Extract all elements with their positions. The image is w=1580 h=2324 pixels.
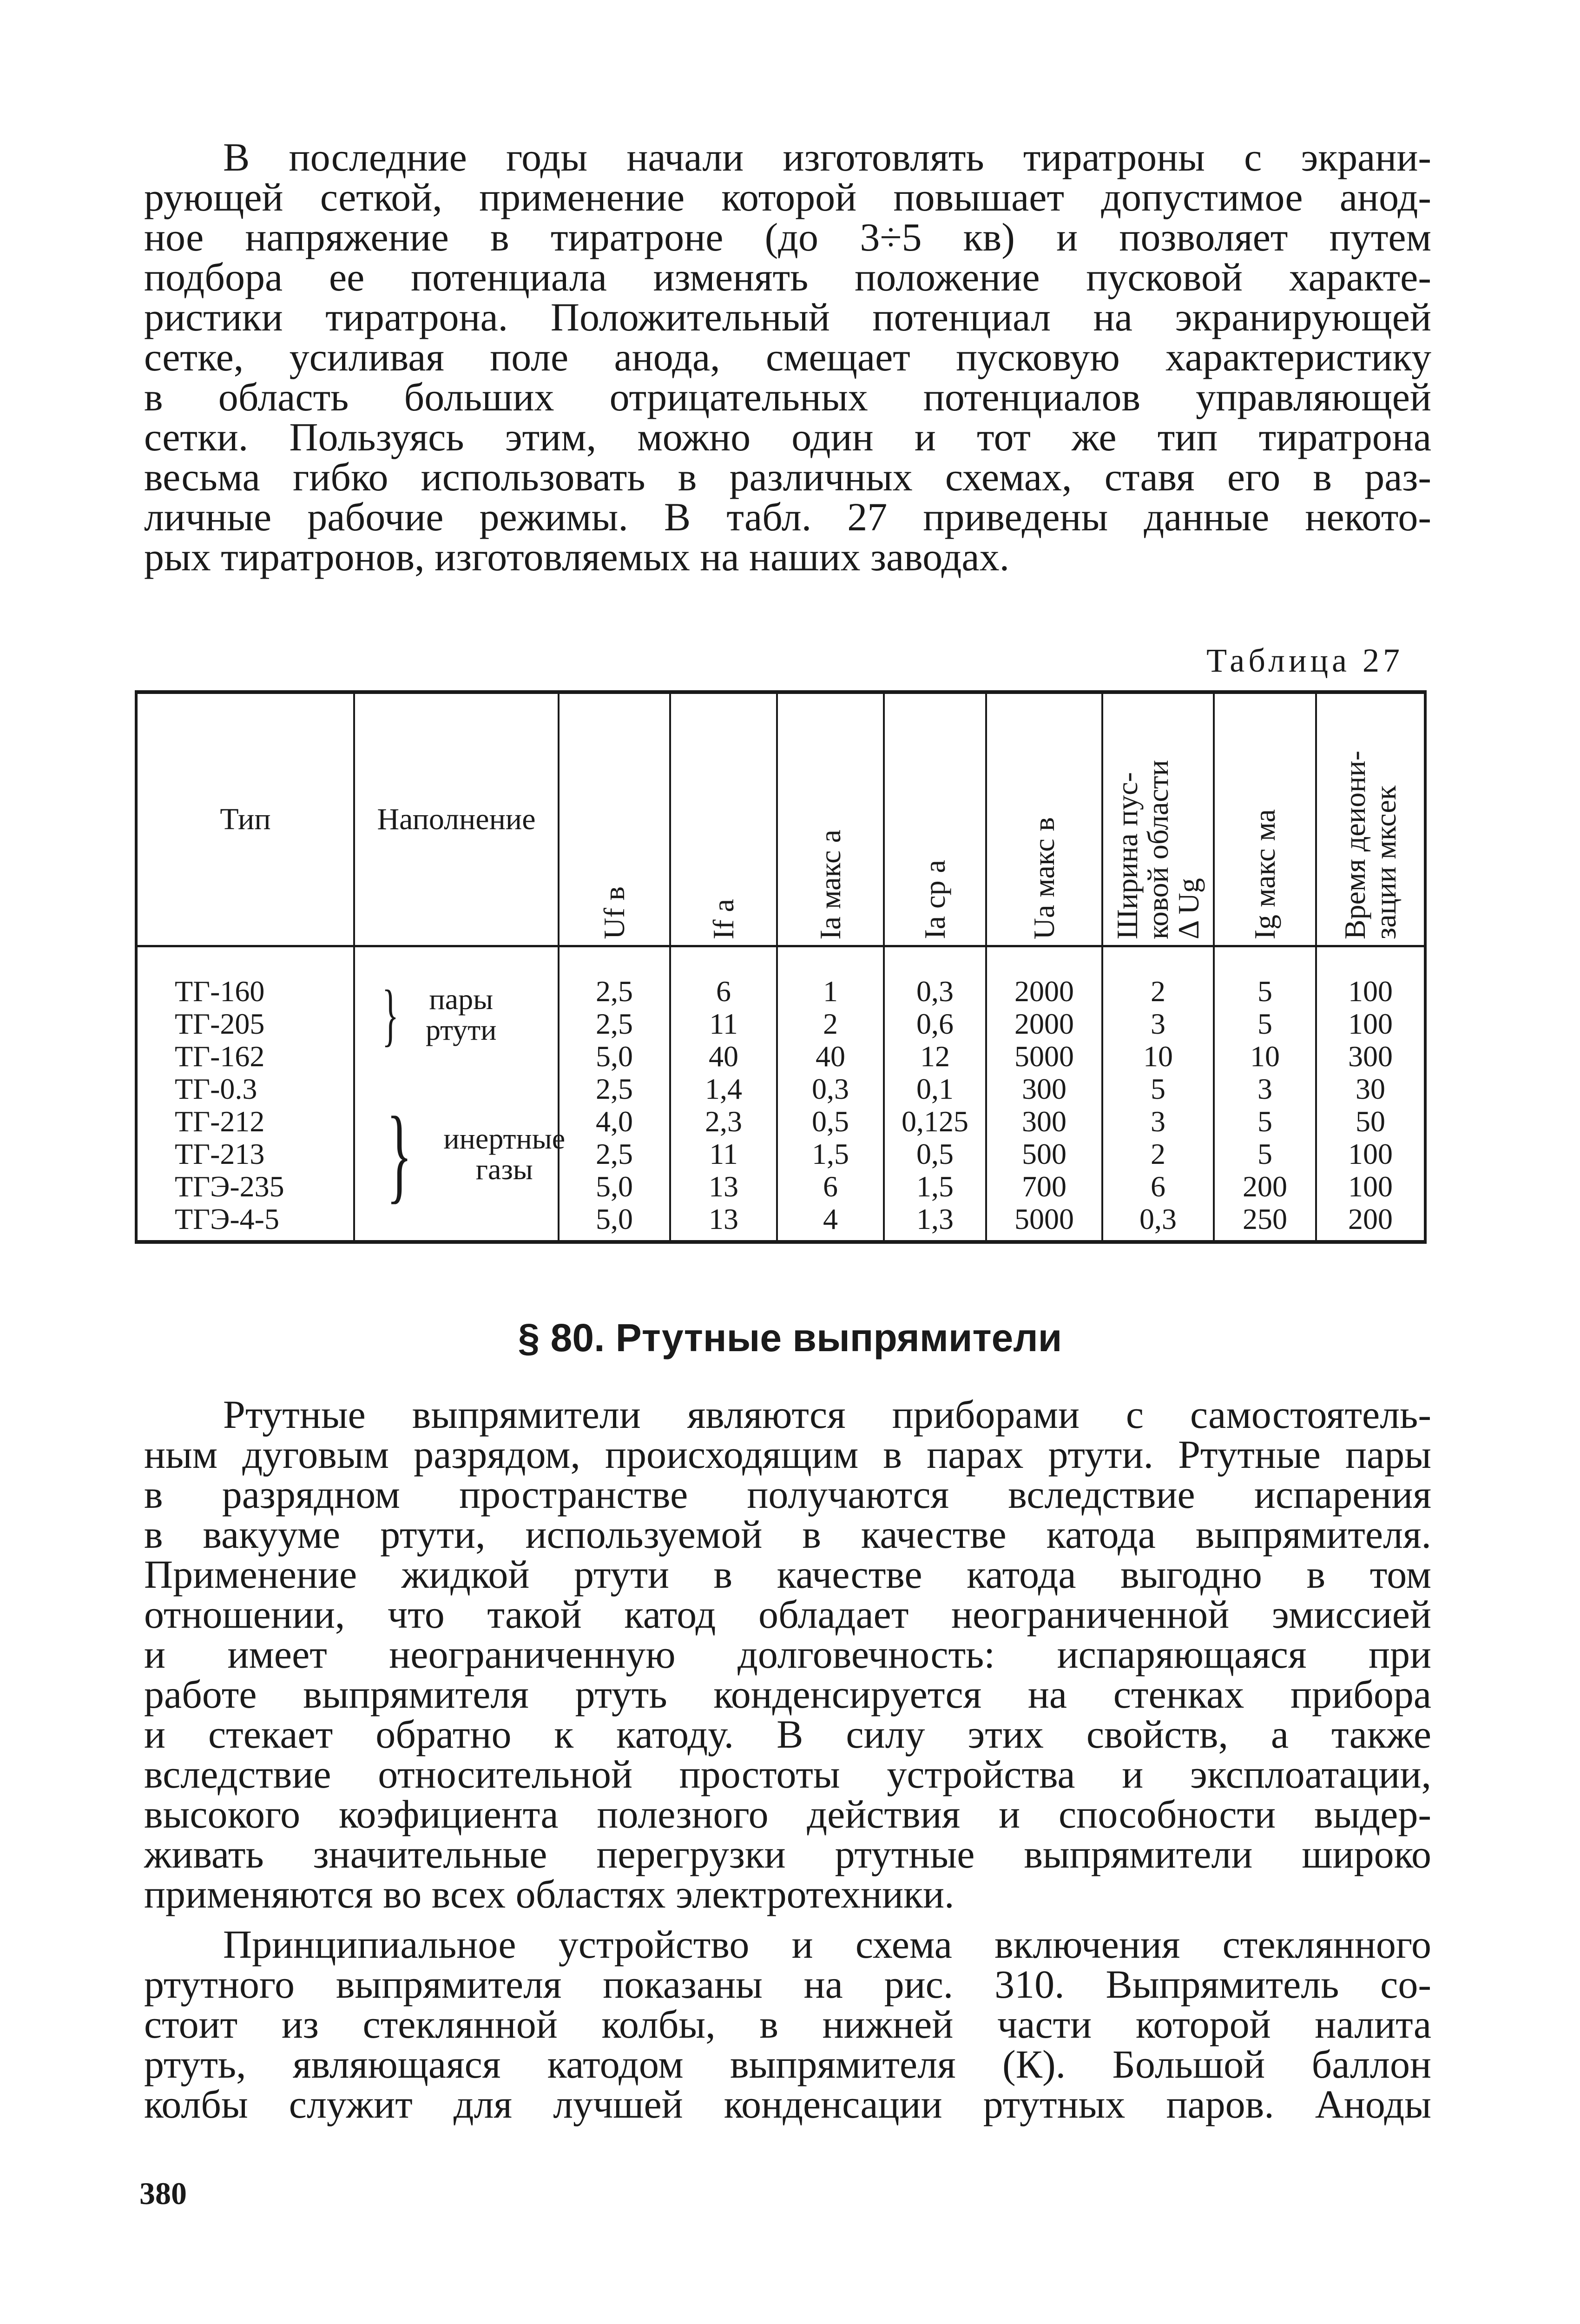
table-cell: 2,5 (596, 1137, 633, 1170)
table-cell: ТГЭ-235 (175, 1170, 284, 1203)
table-cell: 0,3 (916, 975, 954, 1008)
table-cell: 6 (716, 975, 731, 1008)
table-cell: 0,125 (902, 1105, 968, 1138)
text-line: ртутного выпрямителя показаны на рис. 310. Выпрямитель со- (144, 1962, 1431, 2007)
table-cell: 6 (823, 1170, 838, 1203)
fill-label-line: ртути (426, 1013, 497, 1046)
table-cell: 2,5 (596, 975, 633, 1008)
header-if (669, 694, 776, 945)
table-cell: ТГ-212 (175, 1105, 265, 1138)
table-cell: 100 (1348, 1170, 1393, 1203)
column-uf (558, 947, 669, 1240)
text-line: вследствие относительной простоты устройства и эксплоатации, (144, 1752, 1431, 1796)
text-line: колбы служит для лучшей конденсации ртутных паров. Аноды (144, 2082, 1431, 2126)
table-cell: 5 (1257, 1007, 1272, 1040)
table-caption: Таблица 27 (1206, 642, 1403, 679)
table-cell: 3 (1257, 1072, 1272, 1105)
text-line: рых тиратронов, изготовляемых на наших заводах. (144, 535, 1010, 579)
table-cell: 30 (1356, 1072, 1385, 1105)
text-line: ристики тиратрона. Положительный потенциал на экранирующей (144, 295, 1431, 339)
text-line: сетке, усиливая поле анода, смещает пусковую характеристику (144, 335, 1431, 379)
fill-label-line: инертные (443, 1122, 566, 1155)
table-cell: 4,0 (596, 1105, 633, 1138)
table-cell: 0,3 (1139, 1202, 1177, 1235)
table-cell: ТГ-162 (175, 1040, 265, 1073)
table-cell: 0,6 (916, 1007, 954, 1040)
fill-group-mercury (374, 976, 497, 1053)
text-line: отношении, что такой катод обладает неограниченной эмиссией (144, 1592, 1431, 1637)
fill-label-line: пары (429, 983, 494, 1016)
table-cell: 5,0 (596, 1202, 633, 1235)
table-cell: 2 (1151, 975, 1165, 1008)
header-deion-time-label: Время деиони- зации мксек (1338, 750, 1402, 939)
table-header-row (135, 694, 1427, 947)
table-cell: 40 (816, 1040, 845, 1073)
table-cell: 0,5 (916, 1137, 954, 1170)
text-line: в вакууме ртути, используемой в качестве катода выпрямителя. (144, 1512, 1431, 1557)
table-cell: 0,1 (916, 1072, 954, 1105)
header-uf-label: Uf в (598, 886, 631, 939)
header-deion-time (1315, 694, 1427, 945)
header-filling (353, 694, 558, 945)
header-ua-max-label: Ua макс в (1027, 817, 1060, 939)
table-cell: 5 (1257, 975, 1272, 1008)
table-cell: 1 (823, 975, 838, 1008)
column-deion-time (1315, 947, 1427, 1240)
table-cell: ТГ-213 (175, 1137, 265, 1170)
text-line: ным дуговым разрядом, происходящим в парах ртути. Ртутные пары (144, 1432, 1431, 1477)
table-cell: 5000 (1014, 1040, 1074, 1073)
table-cell: 5000 (1014, 1202, 1074, 1235)
header-ia-max (776, 694, 883, 945)
table-cell: 300 (1348, 1040, 1393, 1073)
table-cell: 13 (709, 1202, 738, 1235)
table-cell: 11 (709, 1007, 738, 1040)
page-number: 380 (139, 2176, 187, 2211)
header-ia-max-label: Ia макс а (814, 829, 847, 939)
header-if-label: If а (707, 898, 740, 939)
header-type (135, 694, 353, 945)
header-filling-label: Наполнение (377, 802, 536, 836)
brace-icon: } (386, 1095, 412, 1213)
header-ua-max (985, 694, 1101, 945)
table-cell: 13 (709, 1170, 738, 1203)
text-line: В последние годы начали изготовлять тиратроны с экрани- (223, 135, 1431, 179)
text-line: в разрядном пространстве получаются вследствие испарения (144, 1472, 1431, 1517)
table-cell: 5,0 (596, 1170, 633, 1203)
table-cell: 2000 (1014, 975, 1074, 1008)
text-line: в область больших отрицательных потенциалов управляющей (144, 375, 1431, 419)
table-cell: 250 (1243, 1202, 1287, 1235)
table-cell: ТГ-0.3 (175, 1072, 257, 1105)
table-cell: 10 (1250, 1040, 1280, 1073)
text-line: ное напряжение в тиратроне (до 3÷5 кв) и позволяет путем (144, 215, 1431, 259)
text-line: применяются во всех областях электротехники. (144, 1872, 955, 1916)
table-body (135, 947, 1427, 1240)
text-line: личные рабочие режимы. В табл. 27 приведены данные некото- (144, 495, 1431, 539)
text-line: Применение жидкой ртути в качестве катода выгодно в том (144, 1552, 1431, 1597)
text-line: высокого коэфициента полезного действия и способности выдер- (144, 1792, 1431, 1836)
text-line: и имеет неограниченную долговечность: испаряющаяся при (144, 1632, 1431, 1677)
table-cell: 10 (1143, 1040, 1173, 1073)
column-if (669, 947, 776, 1240)
table-cell: 5 (1257, 1137, 1272, 1170)
data-table (135, 690, 1427, 1244)
text-line: подбора ее потенциала изменять положение пусковой характе- (144, 255, 1431, 299)
table-cell: 200 (1348, 1202, 1393, 1235)
text-line: Ртутные выпрямители являются приборами с самостоятель- (223, 1392, 1431, 1437)
header-ig-max (1213, 694, 1315, 945)
table-cell: 100 (1348, 1007, 1393, 1040)
header-uf (558, 694, 669, 945)
table-cell: 5 (1257, 1105, 1272, 1138)
brace-icon: } (382, 976, 399, 1053)
table-cell: 0,5 (812, 1105, 849, 1138)
text-line: весьма гибко использовать в различных схемах, ставя его в раз- (144, 455, 1431, 499)
table-cell: 2,5 (596, 1072, 633, 1105)
table-cell: ТГЭ-4-5 (175, 1202, 279, 1235)
text-line: сетки. Пользуясь этим, можно один и тот же тип тиратрона (144, 415, 1431, 459)
table-cell: 6 (1151, 1170, 1165, 1203)
table-cell: 3 (1151, 1007, 1165, 1040)
text-line: живать значительные перегрузки ртутные выпрямители широко (144, 1832, 1431, 1876)
paragraph-mercury-rectifiers (144, 1394, 1431, 1914)
header-ig-max-label: Ig макс ма (1248, 809, 1281, 939)
table-cell: ТГ-160 (175, 975, 265, 1008)
header-width-area-label: Ширина пус- ковой области Δ Ug (1111, 760, 1205, 939)
table-cell: 11 (709, 1137, 738, 1170)
column-ua-max (985, 947, 1101, 1240)
table-cell: 300 (1022, 1105, 1066, 1138)
paragraph-device-structure (144, 1924, 1431, 2124)
table-cell: 2 (1151, 1137, 1165, 1170)
column-ia-avg (883, 947, 985, 1240)
intro-paragraph (144, 137, 1431, 577)
header-width-area (1101, 694, 1213, 945)
table-cell: 5,0 (596, 1040, 633, 1073)
table-cell: 3 (1151, 1105, 1165, 1138)
table-cell: 300 (1022, 1072, 1066, 1105)
column-ig-max (1213, 947, 1315, 1240)
table-cell: 5 (1151, 1072, 1165, 1105)
text-line: работе выпрямителя ртуть конденсируется на стенках прибора (144, 1672, 1431, 1717)
text-line: стоит из стеклянной колбы, в нижней части которой налита (144, 2002, 1431, 2047)
table-cell: 1,4 (705, 1072, 742, 1105)
column-type (135, 947, 353, 1240)
column-width-area (1101, 947, 1213, 1240)
text-line: Принципиальное устройство и схема включения стеклянного (223, 1922, 1431, 1967)
text-line: и стекает обратно к катоду. В силу этих свойств, а также (144, 1712, 1431, 1756)
column-filling (353, 947, 566, 1240)
header-type-label: Тип (220, 802, 271, 836)
table-cell: 1,3 (916, 1202, 954, 1235)
table-cell: 700 (1022, 1170, 1066, 1203)
section-heading: § 80. Ртутные выпрямители (518, 1316, 1062, 1360)
table-cell: 2000 (1014, 1007, 1074, 1040)
table-cell: 2,5 (596, 1007, 633, 1040)
table-cell: 500 (1022, 1137, 1066, 1170)
table-cell: 40 (709, 1040, 738, 1073)
fill-group-inert-gas (374, 1095, 566, 1213)
table-cell: 1,5 (812, 1137, 849, 1170)
fill-label-line: газы (475, 1153, 533, 1186)
header-ia-avg-label: Ia ср а (918, 860, 951, 939)
table-cell: 2,3 (705, 1105, 742, 1138)
header-ia-avg (883, 694, 985, 945)
table-cell: 2 (823, 1007, 838, 1040)
table-cell: 12 (920, 1040, 950, 1073)
table-cell: 100 (1348, 1137, 1393, 1170)
table-cell: 4 (823, 1202, 838, 1235)
table-cell: ТГ-205 (175, 1007, 265, 1040)
column-ia-max (776, 947, 883, 1240)
table-cell: 50 (1356, 1105, 1385, 1138)
table-cell: 1,5 (916, 1170, 954, 1203)
table-cell: 200 (1243, 1170, 1287, 1203)
text-line: ртуть, являющаяся катодом выпрямителя (К). Большой баллон (144, 2042, 1431, 2086)
table-cell: 0,3 (812, 1072, 849, 1105)
table-cell: 100 (1348, 975, 1393, 1008)
text-line: рующей сеткой, применение которой повышает допустимое анод- (144, 175, 1431, 219)
